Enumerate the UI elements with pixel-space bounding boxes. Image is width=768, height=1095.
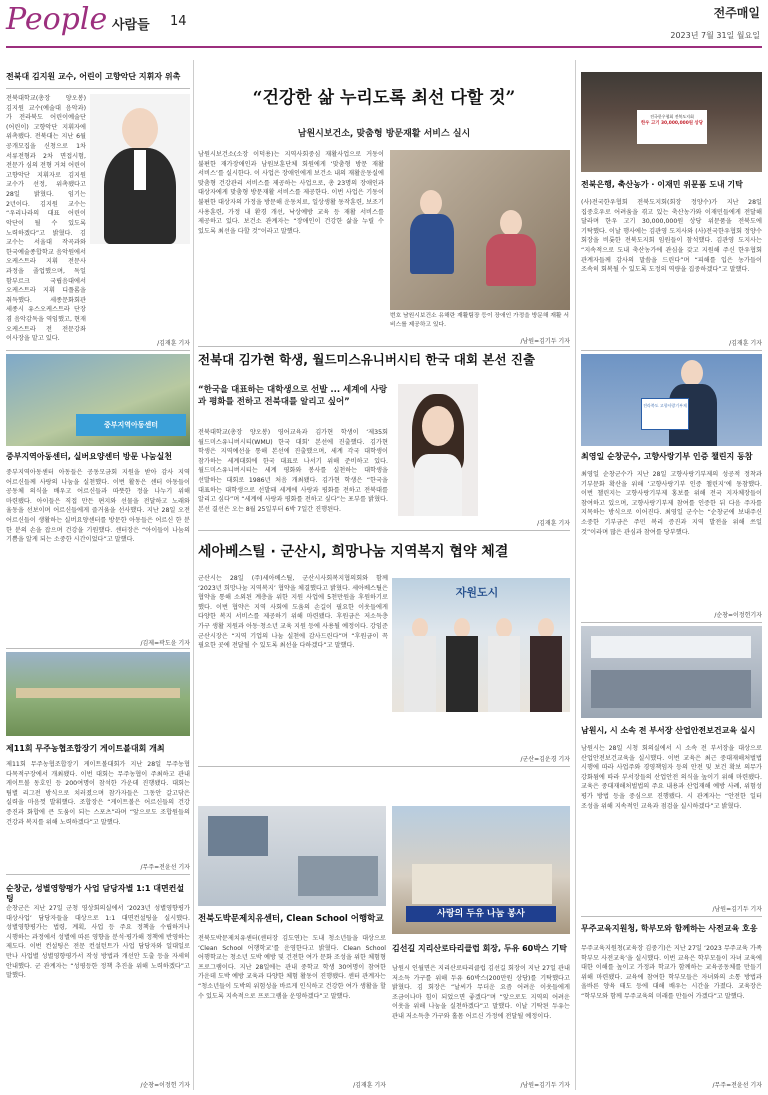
article-subtitle: 남원시보건소, 맞춤형 방문재활 서비스 실시 xyxy=(297,129,471,139)
article-headline: 전북대 김지원 교수, 어린이 고향악단 지휘자 위촉 xyxy=(6,72,181,81)
byline: /김재훈 기자 xyxy=(729,340,762,347)
article-headline: 순창군, 성별영향평가 사업 담당자별 1:1 대면컨설팅 xyxy=(6,884,185,903)
article-body: 무주교육지원청(교육장 김중기)은 지난 27일 ‘2023 무주교육 가족 학부모 사전교육’을 실시했다. 이번 교육은 학부모들이 자녀 교육에 대한 이해를 높이고 가정과 학교가 함께하는 교육공동체를 만들기 위해 마련됐다. 교육에 참여한 학부모들은 자녀와의 소통 방법과 올바른 양육 태도 등에 대해 배우는 시간을 가졌다. 교육장은 “학부모와 함께 무주교육의 미래를 만들어 가겠다”고 말했다. xyxy=(581,945,762,1001)
article-body: 군산시는 28일 (주)세아베스틸, 군산시사회복지협의회와 함께 ‘2023년 희망나눔 지역복지’ 협약을 체결했다고 밝혔다. 세아베스틸은 협약을 통해 소외된 계층을 위한 지원 사업에 5천만원을 후원하기로 했다. 이번 협약은 지역 사회에 도움의 손길이 필요한 이웃들에게 다양한 복지 서비스를 제공하기 위해 마련됐다. 후원금은 저소득층 가구 생활 지원과 아동·청소년 교육 지원 등에 사용될 예정이다. 강임준 군산시장은 “지역 기업의 나눔 실천에 감사드린다”며 “후원금이 꼭 필요한 곳에 전달될 수 있도록 최선을 다하겠다”고 말했다. xyxy=(198,575,388,650)
photo-banner: 중부지역아동센터 xyxy=(76,414,186,436)
photo-signboard: 자원도시 xyxy=(455,586,499,599)
divider xyxy=(581,350,762,351)
byline: /김재훈 기자 xyxy=(537,520,570,527)
divider xyxy=(198,346,570,347)
article-body: 중부지역아동센터 아동들은 공동모금회 지원을 받아 감사 지역 어르신들께 사랑의 나눔을 실천했다. 이번 활동은 센터 아동들이 공동체 의식을 배우고 어르신들과 따뜻한 정을 나누기 위해 마련됐다. 아이들은 직접 만든 편지와 선물을 전달하고 노래와 율동을 선보이며 어르신들에게 즐거움을 선사했다. 지난 28일 오전 어르신들이 생활하는 실버요양센터를 방문한 아동들은 어르신 한 분 한 분의 손을 잡으며 건강을 기원했다. 센터장은 “아이들이 나눔의 기쁨을 알게 되는 소중한 시간이었다”고 말했다. xyxy=(6,469,190,544)
article-body: 전북대학교(총장 양오봉) 김지원 교수(예술대 음악과)가 전라북도 어린이예술단(어린이) 고향악단 지휘자에 위촉됐다. 전북대는 지난 6월 공개모집을 신청으로 1차 서류전형과 2차 면접시험, 전문가 심의 전형 거쳐 어린이 고향악단 지휘자로 김지원 교수가 선정, 위촉됐다고 28일 밝혔다. 임기는 2년이다. 김지원 교수는 “우리나라의 대표 어린이 악단이 될 수 있도록 노력하겠다”고 밝혔다. 김 교수는 서울대 작곡과와 한국예술종합학교 음악원에서 오케스트라 지휘 전문사 과정을 졸업했으며, 독일 함부르크 국립음대에서 오케스트라 지휘 디플롬을 취득했다. 세종문화회관 세종시 유스오케스트라 단장 겸 음악감독을 역임했고, 현재 오케스트라 전 전문강좌 이사장을 맡고 있다. xyxy=(6,95,86,343)
article-headline: “건강한 삶 누리도록 최선 다할 것” xyxy=(252,88,516,108)
article-body: 남원시는 28일 시청 회의실에서 시 소속 전 부서장을 대상으로 산업안전보건교육을 실시했다. 이번 교육은 최근 중대재해처벌법 시행에 따라 사업주와 경영책임자 등의 안전 및 보건 확보 의무가 강화됨에 따라 부서장들의 산업안전 의식을 높이기 위해 마련됐다. 교육은 중대재해처벌법의 주요 내용과 산업재해 예방 사례, 위험성 평가 방법 등을 중심으로 진행됐다. 시 관계자는 “안전한 일터 조성을 위해 지속적인 교육과 점검을 실시하겠다”고 밝혔다. xyxy=(581,745,762,810)
article-body: 남원시보건소(소장 이덕용)는 지역사회중심 재활사업으로 거동이 불편한 재가장애인과 남원보훈단체 회원에게 ‘맞춤형 방문 재활 서비스’를 실시한다. 이 사업은 장애인에게 보건소 내의 재활운동실에 맞춤형 건강관리 서비스를 제공하는 사업으로, 총 23명의 장애인과 대상자에게 맞춤형 방문재활 서비스를 제공한다. 이번 사업은 기동이 불편한 대상자의 가정을 방문해 운동치료, 일상생활 동작훈련, 보조기 사용훈련, 가정 내 환경 개선, 낙상예방 교육 등 재활 서비스를 제공하고 있다. 보건소 관계자는 “장애인이 건강한 삶을 누릴 수 있도록 최선을 다할 것”이라고 말했다. xyxy=(198,151,384,235)
article-body: 남원시 인월면은 지리산로타리클럽 김선길 회장이 지난 27일 관내 저소득 가구를 위해 두유 60박스(200만원 상당)를 기탁했다고 밝혔다. 김 회장은 “날씨가 무더운 요즘 어려운 이웃들에게 조금이나마 힘이 되었으면 좋겠다”며 “앞으로도 지역의 어려운 이웃을 위해 나눔을 실천하겠다”고 말했다. 이날 기탁된 두유는 관내 저소득층 가구와 홀몸 어르신 가정에 전달될 예정이다. xyxy=(392,965,570,1021)
article-body: 제11회 무주농협조합장기 게이트볼대회가 지난 28일 무주농협 다목적구장에서 개최됐다. 이번 대회는 무주농협이 주최하고 관내 게이트볼 동호인 등 200여명이 참석한 가운데 진행됐다. 대회는 팀별 리그전 방식으로 치러졌으며 참가자들은 그동안 갈고닦은 실력을 마음껏 발휘했다. 조합장은 “게이트볼은 어르신들의 건강 증진과 화합에 큰 도움이 되는 스포츠”라며 “앞으로도 조합원들의 건강과 복지를 위해 노력하겠다”고 말했다. xyxy=(6,761,190,826)
divider xyxy=(6,88,190,89)
article-headline: 세아베스틸 · 군산시, 희망나눔 지역복지 협약 체결 xyxy=(198,544,509,560)
meeting-photo xyxy=(581,626,762,718)
donation-photo xyxy=(392,806,570,934)
photo-banner: 사랑의 두유 나눔 봉사 xyxy=(406,906,556,922)
article-headline: 중부지역아동센터, 실버요양센터 방문 나눔실천 xyxy=(6,452,172,461)
portrait-photo xyxy=(90,94,190,244)
divider xyxy=(581,916,762,917)
photo-caption: 번호 남원시보건소 유해란 재활팀장 등이 장애인 가정을 방문해 재활 서비스를 제공하고 있다. xyxy=(390,313,569,328)
byline: /군산=김운경 기자 xyxy=(520,756,570,763)
byline: /남원=김기두 기자 xyxy=(520,338,570,345)
divider xyxy=(6,350,190,351)
section-logo: People xyxy=(6,2,108,37)
issue-date: 2023년 7월 31일 월요일 xyxy=(670,31,760,40)
group-photo xyxy=(6,354,190,446)
article-headline: 남원시, 시 소속 전 부서장 산업안전보건교육 실시 xyxy=(581,726,756,735)
photo-board: 전라북도 고향사랑기부제 xyxy=(641,398,689,430)
article-body: (사)전국한우협회 전북도지회(회장 정양수)가 지난 28일 집중호우로 어려움을 겪고 있는 축산농가와 이재민들에게 전달해 달라며 한우 고기 30,000,000원 상당 위문품을 전북도에 기탁했다. 이날 행사에는 김관영 도지사와 (사)전국한우협회 정양수 회장을 비롯한 전북도지회 임원들이 참석했다. 김관영 도지사는 “지속적으로 도내 축산농가에 관심을 갖고 지원해 주신 한우협회 관계자들께 감사의 말씀을 드린다”며 “피해를 입은 농가들이 조속히 회복될 수 있도록 도정의 역량을 집중하겠다”고 말했다. xyxy=(581,199,762,274)
divider xyxy=(6,874,190,875)
divider xyxy=(198,530,570,531)
byline: /무주=전윤선 기자 xyxy=(140,864,190,871)
header-divider xyxy=(6,46,762,48)
donation-ceremony-photo xyxy=(581,72,762,172)
column-divider xyxy=(575,60,576,1090)
byline: /김재훈 기자 xyxy=(353,1082,386,1089)
byline: /순창=이정헌 기자 xyxy=(140,1082,190,1089)
divider xyxy=(6,648,190,649)
article-body: 전북도박문제치유센터(센터장 김도연)는 도내 청소년들을 대상으로 ‘Clean School 어행학교’를 운영한다고 밝혔다. Clean School 어행학교는 청소년 도박 예방 및 건전한 여가 문화 조성을 위한 체험형 프로그램이다. 지난 28일에는 관내 중학교 학생 30여명이 참여한 가운데 도박 예방 교육과 다양한 체험 활동이 진행됐다. 센터 관계자는 “청소년들이 도박의 위험성을 바르게 인식하고 건강한 여가 생활을 할 수 있도록 지속적으로 프로그램을 운영하겠다”고 말했다. xyxy=(198,935,386,1000)
article-body: 순창군은 지난 27일 군청 영상회의실에서 ‘2023년 성별영향평가 대상사업’ 담당자들을 대상으로 1:1 대면컨설팅을 실시했다. 성별영향평가는 법령, 계획, 사업 등 주요 정책을 수립하거나 시행하는 과정에서 성별에 따른 영향을 분석·평가해 정책에 반영하는 제도다. 이번 컨설팅은 전문 컨설턴트가 사업 담당자와 일대일로 만나 사업별 성별영향평가서 작성 방법과 개선안 도출 등을 자세히 안내했다. 군 관계자는 “성평등한 정책 추진을 위해 노력하겠다”고 말했다. xyxy=(6,905,190,980)
byline: /무주=전윤선 기자 xyxy=(712,1082,762,1089)
signing-photo xyxy=(392,578,570,712)
article-body-continued xyxy=(484,384,570,510)
check-banner-org: 전국한우협회 전북도지회 xyxy=(650,114,694,119)
page-number: 14 xyxy=(170,14,187,29)
byline: /김재훈 기자 xyxy=(157,340,190,347)
check-banner-amount: 한우 고기 30,000,000원 상당 xyxy=(640,121,704,126)
divider xyxy=(581,622,762,623)
portrait-photo xyxy=(581,354,762,446)
newspaper-name: 전주매일 xyxy=(713,6,760,20)
classroom-photo xyxy=(198,806,386,906)
divider xyxy=(198,766,570,767)
article-body-continued xyxy=(392,716,570,756)
article-headline: 김선길 지리산로타리클럽 회장, 두유 60박스 기탁 xyxy=(392,944,567,953)
article-headline: 최영일 순창군수, 고향사랑기부 인증 챌린지 동참 xyxy=(581,452,753,461)
article-headline: 전북은행, 축산농가 · 이재민 위문품 도내 기탁 xyxy=(581,180,743,189)
article-body: 최영일 순창군수가 지난 28일 고향사랑기부제의 성공적 정착과 기부문화 확산을 위해 ‘고향사랑기부 인증 챌린지’에 동참했다. 이번 챌린지는 고향사랑기부제 홍보를 위해 전국 지자체장들이 참여하고 있으며, 고향사랑기부제 참여를 인증한 뒤 다음 주자를 지목하는 방식으로 이어진다. 최영일 군수는 “순창군에 보내주신 소중한 기부금은 주민 복리 증진과 지역 발전을 위해 쓰일 것”이라며 많은 관심과 참여를 당부했다. xyxy=(581,471,762,536)
column-divider xyxy=(193,60,194,1090)
article-headline: 무주교육지원청, 학부모와 함께하는 사전교육 호응 xyxy=(581,924,758,933)
article-headline: 전북대 김가현 학생, 월드미스유니버시티 한국 대회 본선 진출 xyxy=(198,352,536,367)
byline: /김제=곽도윤 기자 xyxy=(140,640,190,647)
portrait-photo xyxy=(398,384,478,516)
article-photo xyxy=(390,150,570,310)
event-photo xyxy=(6,652,190,736)
byline: /순창=이정헌기자 xyxy=(714,612,762,619)
byline: /남원=김기두 기자 xyxy=(520,1082,570,1089)
article-headline: 제11회 무주농협조합장기 게이트볼대회 개최 xyxy=(6,744,165,753)
article-pullquote: “한국을 대표하는 대학생으로 선발 ... 세계에 사랑과 평화를 전하고 전북대를 알리고 싶어” xyxy=(198,385,388,408)
byline: /남원=김기두 기자 xyxy=(712,906,762,913)
article-headline: 전북도박문제치유센터, Clean School 어행학교 xyxy=(198,914,384,924)
section-title: 사람들 xyxy=(112,18,150,33)
article-body: 전북대학교(총장 양오봉) 영어교육과 김가현 학생이 ‘제35회 월드미스유니버시티(WMU) 한국 대회’ 본선에 진출했다. 김가현 학생은 지역예선을 통해 본선에 진출했으며, 세계 각국 대학생이 참가하는 세계대회에 한국 대표로 나서기 위해 준비하고 있다. 월드미스유니버시티는 세계 평화와 봉사를 실천하는 대학생을 선발하는 대회로 1986년 처음 개최됐다. 김가현 학생은 “한국을 대표하는 대학생으로 선발돼 세계에 사랑과 평화를 전하고 전북대를 알리고 싶다”며 “세계에 사랑과 평화를 전하고 싶다”는 포부를 밝혔다. 본선 결선은 오는 8월 25일부터 6박 7일간 진행된다. xyxy=(198,429,388,513)
